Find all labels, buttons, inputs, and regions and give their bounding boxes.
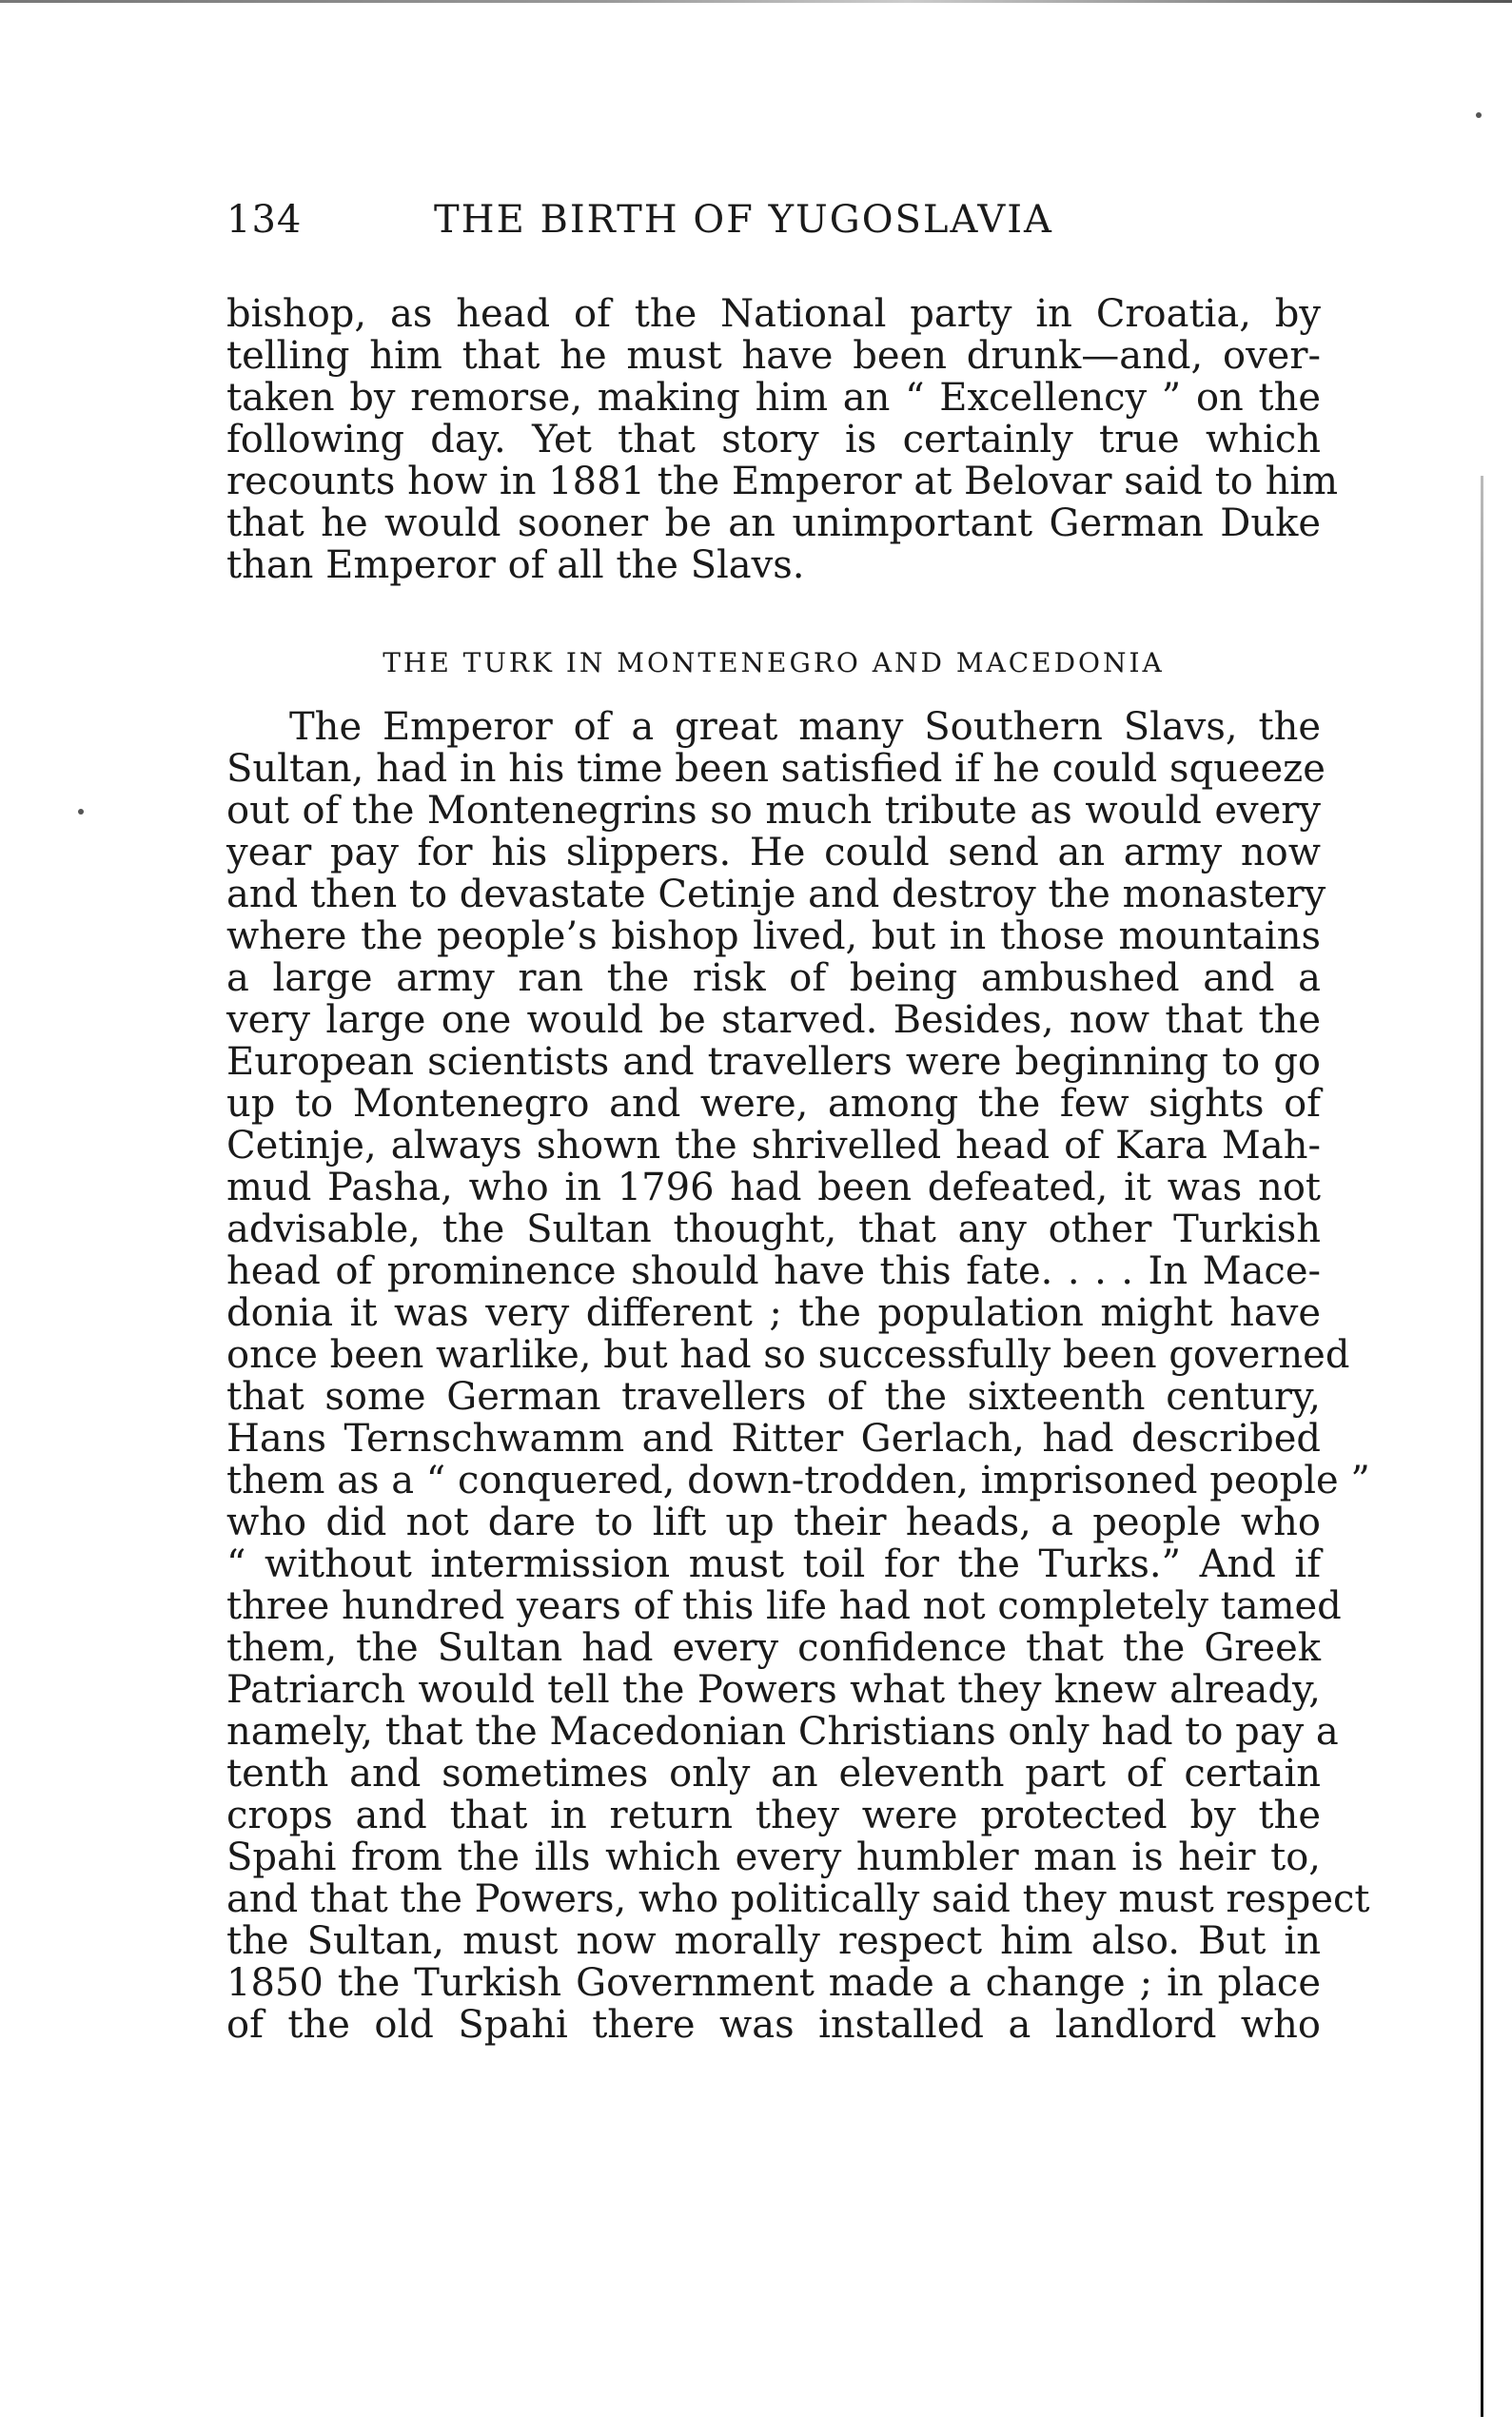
text-line: Hans Ternschwamm and Ritter Gerlach, had described bbox=[226, 1417, 1321, 1461]
text-line: mud Pasha, who in 1796 had been defeated, it was not bbox=[226, 1166, 1321, 1209]
text-line: very large one would be starved. Besides, now that the bbox=[226, 998, 1321, 1042]
text-line: where the people’s bishop lived, but in those mountains bbox=[226, 914, 1321, 958]
text-line: than Emperor of all the Slavs. bbox=[226, 543, 805, 587]
text-line: The Emperor of a great many Southern Slavs, the bbox=[289, 705, 1321, 749]
text-line: that some German travellers of the sixteenth century, bbox=[226, 1375, 1321, 1419]
text-line: once been warlike, but had so successfully been governed bbox=[226, 1333, 1350, 1377]
text-line: them as a “ conquered, down-trodden, imprisoned people ” bbox=[226, 1459, 1370, 1502]
scan-speck bbox=[78, 809, 84, 815]
text-line: taken by remorse, making him an “ Excellency ” on the bbox=[226, 376, 1321, 420]
text-line: 1850 the Turkish Government made a change ; in place bbox=[226, 1961, 1321, 2005]
text-line: namely, that the Macedonian Christians only had to pay a bbox=[226, 1710, 1339, 1754]
page-header bbox=[226, 198, 1321, 255]
text-line: head of prominence should have this fate. . . . In Mace- bbox=[226, 1249, 1321, 1293]
section-heading: THE TURK IN MONTENEGRO AND MACEDONIA bbox=[383, 647, 1165, 678]
top-paragraph bbox=[226, 292, 1339, 587]
text-line: telling him that he must have been drunk—and, over- bbox=[226, 334, 1321, 378]
text-line: of the old Spahi there was installed a landlord who bbox=[226, 2003, 1321, 2047]
text-line: Cetinje, always shown the shrivelled head of Kara Mah- bbox=[226, 1124, 1321, 1168]
text-line: three hundred years of this life had not completely tamed bbox=[226, 1584, 1342, 1628]
text-line: Patriarch would tell the Powers what they knew already, bbox=[226, 1668, 1321, 1712]
text-line: recounts how in 1881 the Emperor at Belovar said to him bbox=[226, 460, 1339, 503]
text-line: “ without intermission must toil for the Turks.” And if bbox=[226, 1542, 1321, 1586]
text-line: crops and that in return they were protected by the bbox=[226, 1794, 1321, 1837]
page-number: 134 bbox=[226, 198, 303, 242]
text-line: year pay for his slippers. He could send an army now bbox=[226, 831, 1321, 874]
text-line: them, the Sultan had every confidence that the Greek bbox=[226, 1626, 1321, 1670]
scan-speck bbox=[1476, 112, 1482, 118]
text-line: tenth and sometimes only an eleventh part of certain bbox=[226, 1752, 1321, 1796]
text-line: European scientists and travellers were beginning to go bbox=[226, 1040, 1321, 1084]
text-line: donia it was very different ; the population might have bbox=[226, 1291, 1321, 1335]
text-line: a large army ran the risk of being ambushed and a bbox=[226, 956, 1321, 1000]
text-line: the Sultan, must now morally respect him also. But in bbox=[226, 1919, 1321, 1963]
scan-top-edge bbox=[0, 0, 1512, 3]
text-line: and then to devastate Cetinje and destroy the monastery bbox=[226, 873, 1326, 916]
main-paragraph bbox=[226, 705, 1370, 2047]
text-line: out of the Montenegrins so much tribute as would every bbox=[226, 789, 1321, 833]
text-line: who did not dare to lift up their heads, a people who bbox=[226, 1501, 1321, 1544]
running-title: THE BIRTH OF YUGOSLAVIA bbox=[434, 198, 1053, 242]
text-line: bishop, as head of the National party in Croatia, by bbox=[226, 292, 1321, 336]
text-line: following day. Yet that story is certainly true which bbox=[226, 418, 1321, 461]
text-line: up to Montenegro and were, among the few sights of bbox=[226, 1082, 1321, 1126]
text-line: and that the Powers, who politically said they must respect bbox=[226, 1877, 1370, 1921]
text-line: Spahi from the ills which every humbler man is heir to, bbox=[226, 1836, 1321, 1879]
text-line: that he would sooner be an unimportant German Duke bbox=[226, 501, 1321, 545]
text-line: advisable, the Sultan thought, that any other Turkish bbox=[226, 1208, 1321, 1251]
scan-right-edge bbox=[1481, 476, 1483, 2417]
text-line: Sultan, had in his time been satisfied if he could squeeze bbox=[226, 747, 1325, 791]
